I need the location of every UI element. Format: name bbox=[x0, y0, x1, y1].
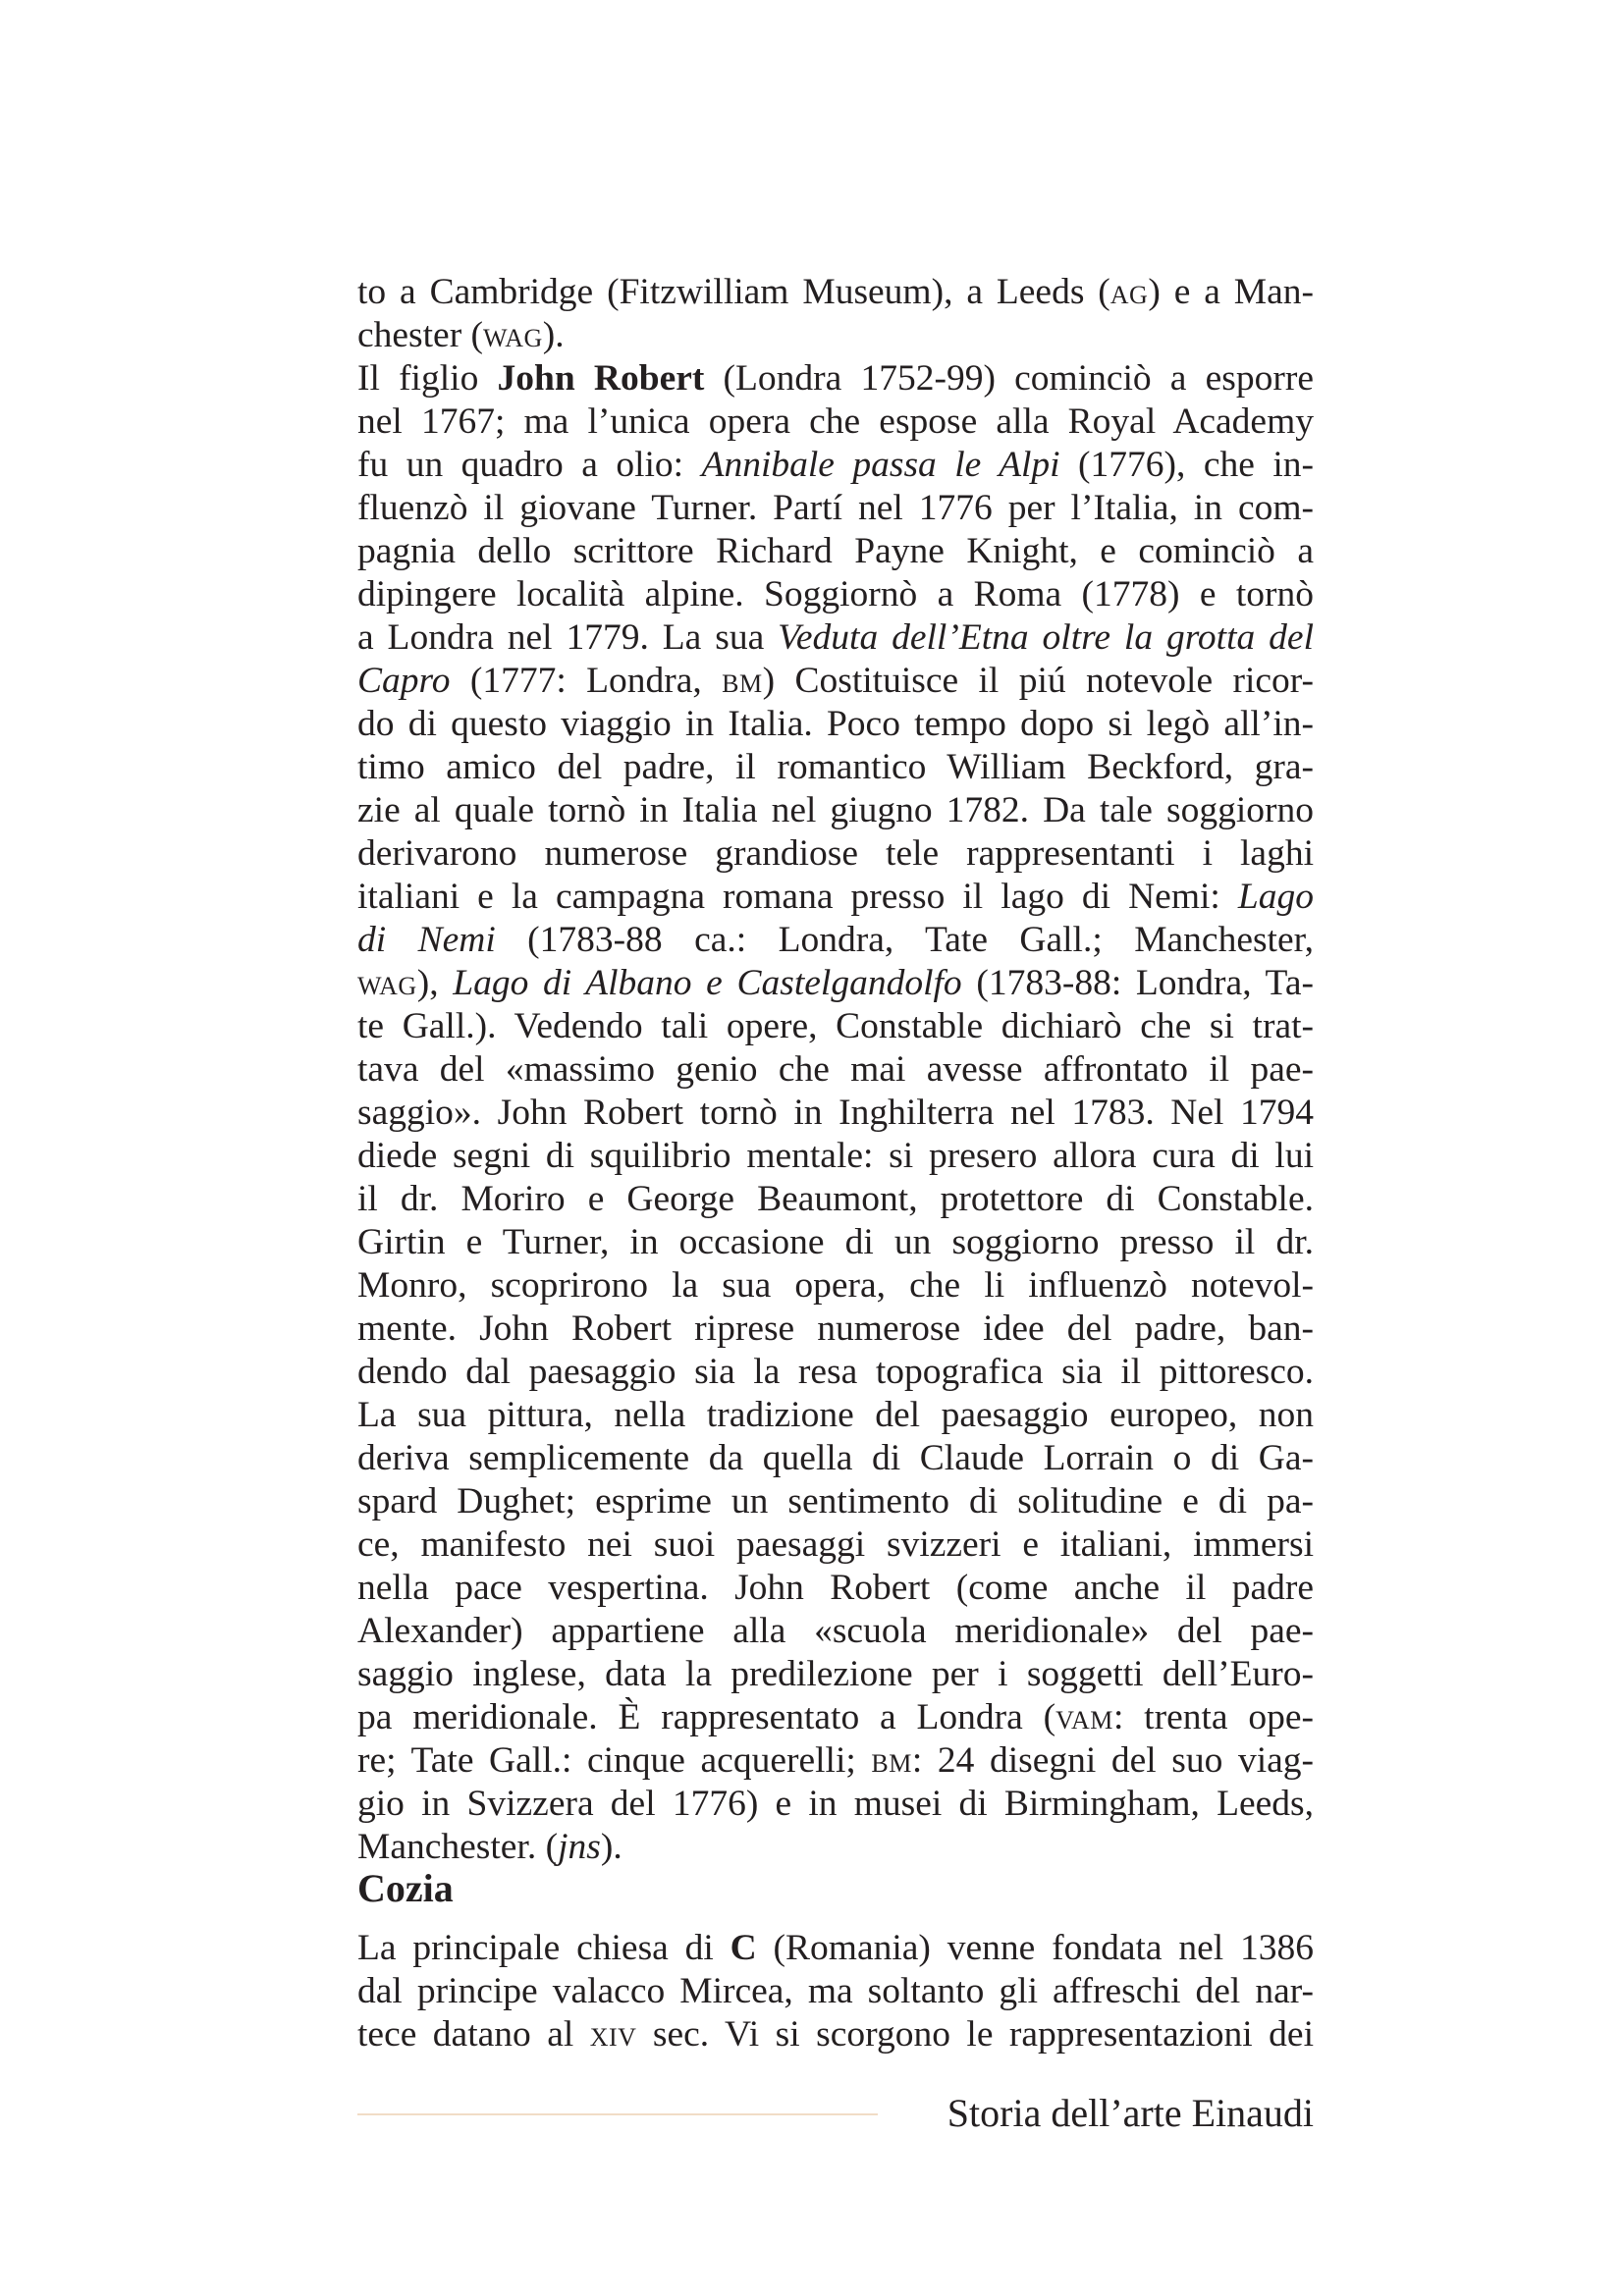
body-line-3: Il figlio John Robert (Londra 1752-99) cominciò a esporre bbox=[357, 358, 1314, 399]
body-line-2: chester (wag). bbox=[357, 315, 565, 355]
body-line-19: tava del «massimo genio che mai avesse affrontato il pae- bbox=[357, 1049, 1314, 1090]
entry-line-3: tece datano al xiv sec. Vi si scorgono le rappresentazioni dei bbox=[357, 2014, 1314, 2055]
body-line-10: Capro (1777: Londra, bm) Costituisce il piú notevole ricor- bbox=[357, 661, 1314, 701]
body-line-16: di Nemi (1783-88 ca.: Londra, Tate Gall.; Manchester, bbox=[357, 920, 1314, 960]
footer-title: Storia dell’arte Einaudi bbox=[947, 2091, 1314, 2135]
body-line-4: nel 1767; ma l’unica opera che espose alla Royal Academy bbox=[357, 401, 1314, 442]
footer-rule bbox=[357, 2113, 878, 2115]
body-line-32: Alexander) appartiene alla «scuola meridionale» del pae- bbox=[357, 1611, 1314, 1651]
body-line-7: pagnia dello scrittore Richard Payne Knight, e cominciò a bbox=[357, 531, 1314, 571]
body-line-33: saggio inglese, data la predilezione per i soggetti dell’Euro- bbox=[357, 1654, 1314, 1694]
body-line-11: do di questo viaggio in Italia. Poco tempo dopo si legò all’in- bbox=[357, 704, 1314, 744]
body-line-27: La sua pittura, nella tradizione del paesaggio europeo, non bbox=[357, 1395, 1314, 1435]
body-line-25: mente. John Robert riprese numerose idee del padre, ban- bbox=[357, 1308, 1314, 1349]
body-line-36: gio in Svizzera del 1776) e in musei di Birmingham, Leeds, bbox=[357, 1784, 1314, 1824]
body-line-31: nella pace vespertina. John Robert (come anche il padre bbox=[357, 1568, 1314, 1608]
body-line-14: derivarono numerose grandiose tele rappresentanti i laghi bbox=[357, 833, 1314, 874]
entry-heading: Cozia bbox=[357, 1866, 454, 1910]
entry-line-2: dal principe valacco Mircea, ma soltanto gli affreschi del nar- bbox=[357, 1971, 1314, 2011]
body-line-29: spard Dughet; esprime un sentimento di solitudine e di pa- bbox=[357, 1481, 1314, 1522]
body-line-37: Manchester. (jns). bbox=[357, 1827, 622, 1867]
article-body bbox=[357, 271, 1314, 1869]
body-line-15: italiani e la campagna romana presso il lago di Nemi: Lago bbox=[357, 877, 1314, 917]
body-line-1: to a Cambridge (Fitzwilliam Museum), a Leeds (ag) e a Man- bbox=[357, 272, 1314, 312]
body-line-20: saggio». John Robert tornò in Inghilterra nel 1783. Nel 1794 bbox=[357, 1093, 1314, 1133]
body-line-18: te Gall.). Vedendo tali opere, Constable dichiarò che si trat- bbox=[357, 1006, 1314, 1046]
body-line-22: il dr. Moriro e George Beaumont, protettore di Constable. bbox=[357, 1179, 1314, 1219]
body-line-13: zie al quale tornò in Italia nel giugno 1782. Da tale soggiorno bbox=[357, 790, 1314, 830]
body-line-12: timo amico del padre, il romantico William Beckford, gra- bbox=[357, 747, 1314, 787]
entry-body bbox=[357, 1927, 1314, 2056]
body-line-26: dendo dal paesaggio sia la resa topografica sia il pittoresco. bbox=[357, 1352, 1314, 1392]
body-line-34: pa meridionale. È rappresentato a Londra (vam: trenta ope- bbox=[357, 1697, 1314, 1737]
body-line-21: diede segni di squilibrio mentale: si presero allora cura di lui bbox=[357, 1136, 1314, 1176]
body-line-30: ce, manifesto nei suoi paesaggi svizzeri e italiani, immersi bbox=[357, 1524, 1314, 1565]
body-line-35: re; Tate Gall.: cinque acquerelli; bm: 24 disegni del suo viag- bbox=[357, 1740, 1314, 1781]
body-line-23: Girtin e Turner, in occasione di un soggiorno presso il dr. bbox=[357, 1222, 1314, 1262]
body-line-5: fu un quadro a olio: Annibale passa le Alpi (1776), che in- bbox=[357, 445, 1314, 485]
body-line-9: a Londra nel 1779. La sua Veduta dell’Etna oltre la grotta del bbox=[357, 617, 1314, 658]
body-line-6: fluenzò il giovane Turner. Partí nel 1776 per l’Italia, in com- bbox=[357, 488, 1314, 528]
body-line-28: deriva semplicemente da quella di Claude Lorrain o di Ga- bbox=[357, 1438, 1314, 1478]
body-line-24: Monro, scoprirono la sua opera, che li influenzò notevol- bbox=[357, 1265, 1314, 1306]
body-line-8: dipingere località alpine. Soggiornò a Roma (1778) e tornò bbox=[357, 574, 1314, 614]
entry-line-1: La principale chiesa di C (Romania) venne fondata nel 1386 bbox=[357, 1928, 1315, 1968]
body-line-17: wag), Lago di Albano e Castelgandolfo (1783-88: Londra, Ta- bbox=[357, 963, 1314, 1003]
